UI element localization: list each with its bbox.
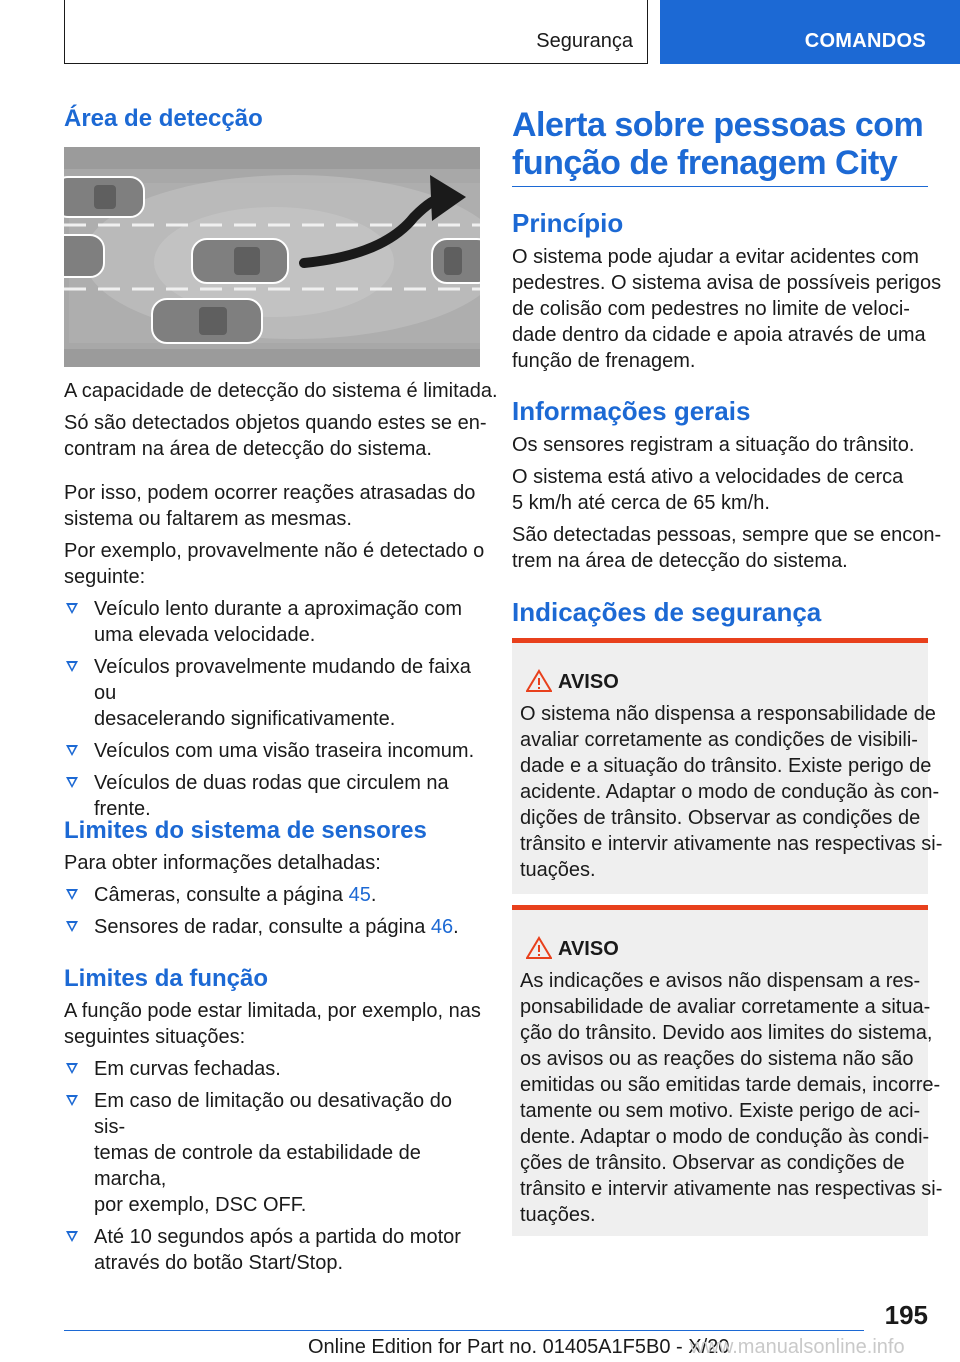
- header-section-box: [64, 0, 648, 64]
- page-link-46[interactable]: 46: [430, 916, 454, 938]
- detection-area-illustration: [64, 147, 480, 367]
- footer-edition: Online Edition for Part no. 01405A1F5B0 - X/20: [308, 1336, 730, 1358]
- paragraph: Só são detectados objetos quando estes se en-: [64, 412, 487, 434]
- bullet-triangle-icon: [66, 777, 78, 788]
- page-link-45[interactable]: 45: [348, 884, 371, 906]
- paragraph: contram na área de detecção do sistema.: [64, 438, 432, 460]
- chapter-title: Alerta sobre pessoas com função de frenagem City: [512, 106, 928, 187]
- list-item: Veículos provavelmente mudando de faixa ou desacelerando significativamente.: [64, 654, 484, 732]
- sensor-list: [64, 882, 484, 940]
- paragraph: A função pode estar limitada, por exemplo, nas: [64, 1000, 481, 1022]
- bullet-triangle-icon: [66, 889, 78, 900]
- paragraph: São detectadas pessoas, sempre que se encon-: [512, 524, 942, 546]
- paragraph: Para obter informações detalhadas:: [64, 852, 381, 874]
- list-item: Em curvas fechadas.: [64, 1056, 484, 1082]
- warning-box: [512, 905, 943, 1236]
- bullet-triangle-icon: [66, 1063, 78, 1074]
- warning-triangle-icon: [526, 936, 552, 960]
- paragraph: Por isso, podem ocorrer reações atrasadas do: [64, 482, 476, 504]
- warning-box: [512, 638, 943, 894]
- list-item: Em caso de limitação ou desativação do sis- temas de controle da estabilidade de marcha, por exemplo, DSC OFF.: [64, 1088, 484, 1218]
- section-title-detection-area: Área de detecção: [64, 105, 263, 132]
- list-item: Veículos com uma visão traseira incomum.: [64, 738, 484, 764]
- paragraph: seguintes situações:: [64, 1026, 246, 1048]
- bullet-triangle-icon: [66, 1095, 78, 1106]
- bullet-triangle-icon: [66, 661, 78, 672]
- header-chapter-tab[interactable]: [660, 0, 960, 64]
- watermark: www.manualsonline.info: [690, 1336, 905, 1358]
- paragraph: seguinte:: [64, 566, 146, 588]
- warning-title: AVISO: [520, 934, 920, 964]
- warning-text: As indicações e avisos não dispensam a res- ponsabilidade de avaliar corretamente a situa- ção do trânsito. Devido aos limites do sistema, os avisos ou as reações do sistema não são emitidas ou são emitidas tarde demais, incorre- tamente ou sem motivo. Existe perigo de aci- dente. Adaptar o modo de condução às condi- ções de trânsito. Observar as condições de trânsito e intervir ativamente nas respectivas si- tuações.: [520, 970, 943, 1226]
- paragraph: Por exemplo, provavelmente não é detectado o: [64, 540, 485, 562]
- bullet-triangle-icon: [66, 745, 78, 756]
- paragraph: O sistema está ativo a velocidades de cerca: [512, 466, 904, 488]
- list-item: Câmeras, consulte a página 45.: [64, 882, 484, 908]
- list-item: Até 10 segundos após a partida do motor através do botão Start/Stop.: [64, 1224, 484, 1276]
- bullet-triangle-icon: [66, 603, 78, 614]
- paragraph: A capacidade de detecção do sistema é limitada.: [64, 380, 498, 402]
- page-number: 195: [884, 1300, 928, 1330]
- bullet-triangle-icon: [66, 1231, 78, 1242]
- paragraph: trem na área de detecção do sistema.: [512, 550, 848, 572]
- footer-divider: [64, 1330, 864, 1331]
- list-item: Veículos de duas rodas que circulem na frente.: [64, 770, 484, 822]
- paragraph: Os sensores registram a situação do trânsito.: [512, 434, 915, 456]
- header-section-label: Segurança: [536, 30, 633, 52]
- warning-text: O sistema não dispensa a responsabilidade de avaliar corretamente as condições de visibili- dade e a situação do trânsito. Existe perigo de acidente. Adaptar o modo de condução às con- dições de trânsito. Observar as condições de trânsito e intervir ativamente nas respectivas si- tuações.: [520, 703, 943, 881]
- section-title-sensor-limits: Limites do sistema de sensores: [64, 817, 427, 844]
- warning-triangle-icon: [526, 669, 552, 693]
- warning-title: AVISO: [520, 667, 920, 697]
- list-item: Sensores de radar, consulte a página 46.: [64, 914, 484, 940]
- principle-paragraph: O sistema pode ajudar a evitar acidentes com pedestres. O sistema avisa de possíveis perigos de colisão com pedestres no limite de veloci- dade dentro da cidade e apoia através de uma função de frenagem.: [512, 246, 942, 372]
- function-limits-list: [64, 1056, 484, 1276]
- header-chapter-label: COMANDOS: [804, 30, 926, 52]
- not-detected-list: [64, 596, 484, 822]
- paragraph: 5 km/h até cerca de 65 km/h.: [512, 492, 770, 514]
- paragraph: sistema ou faltarem as mesmas.: [64, 508, 352, 530]
- bullet-triangle-icon: [66, 921, 78, 932]
- section-title-function-limits: Limites da função: [64, 965, 269, 992]
- section-title-principle: Princípio: [512, 208, 624, 238]
- section-title-safety: Indicações de segurança: [512, 597, 822, 627]
- list-item: Veículo lento durante a aproximação com uma elevada velocidade.: [64, 596, 484, 648]
- section-title-general-info: Informações gerais: [512, 396, 751, 426]
